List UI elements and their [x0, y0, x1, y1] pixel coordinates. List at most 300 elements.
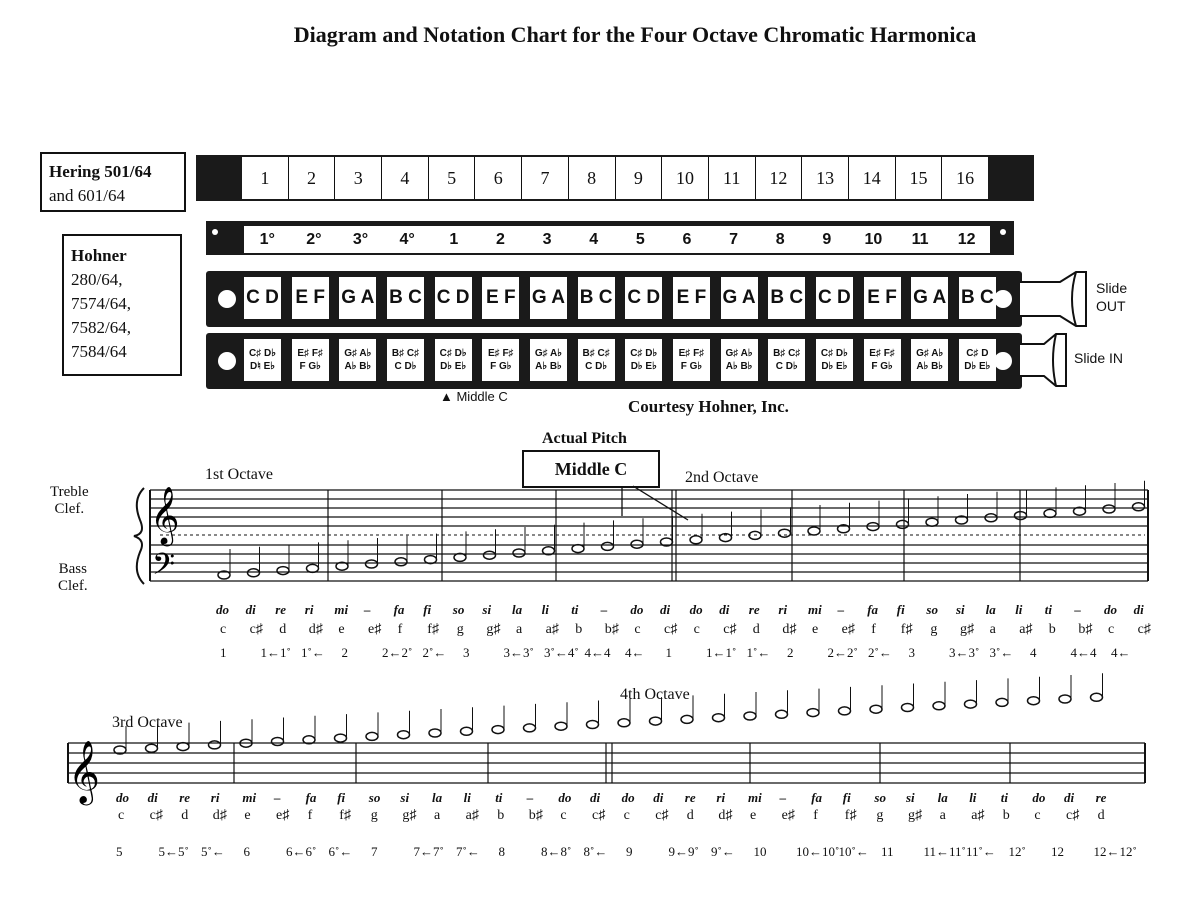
solfege-syllable: fa — [393, 602, 405, 617]
hole-number: 9 — [626, 844, 633, 859]
note-head — [572, 545, 584, 553]
solfege-syllable: li — [969, 790, 977, 805]
note-letter: c — [1108, 622, 1115, 637]
hole-number: 12←12˚ — [1093, 844, 1137, 859]
note-letter: e♯ — [841, 622, 855, 637]
slide-out-note-8: B C — [578, 277, 615, 319]
solfege-syllable: mi — [748, 790, 762, 805]
solfege-syllable: ti — [495, 790, 503, 805]
hole-number: 1 — [665, 645, 672, 660]
hohner-hole-12: 8 — [775, 230, 785, 248]
slide-in-note-line: F G♭ — [680, 361, 703, 372]
note-head — [272, 738, 284, 746]
solfege-syllable: do — [630, 602, 644, 617]
slide-in-note-line: C♯ D — [966, 348, 989, 359]
note-letter: c♯ — [664, 622, 678, 637]
note-head — [146, 744, 158, 752]
hole-number: 8˚← — [583, 844, 608, 859]
note-letter: f — [871, 622, 876, 637]
slide-in-note-line: F G♭ — [490, 361, 512, 372]
solfege-syllable: so — [874, 790, 886, 805]
hole-number: 11 — [881, 844, 894, 859]
note-head — [307, 564, 319, 572]
hole-number: 7˚← — [456, 844, 480, 859]
note-letter: f♯ — [427, 622, 439, 637]
slide-in-note-line: E♯ F♯ — [297, 348, 323, 359]
solfege-syllable: ri — [210, 790, 220, 805]
note-letter: g — [876, 808, 884, 823]
note-letter: c — [693, 622, 700, 637]
note-letter: d — [279, 622, 287, 637]
hole-number: 1˚← — [301, 645, 325, 660]
note-head — [776, 710, 788, 718]
hohner-hole-1: 1° — [259, 230, 275, 248]
hole-number: 2˚← — [868, 645, 892, 660]
slide-in-note-line: G♯ A♭ — [344, 348, 372, 359]
note-letter: c — [1034, 808, 1041, 823]
note-head — [177, 743, 189, 751]
slide-in-note-line: G♯ A♭ — [916, 348, 944, 359]
note-head — [965, 700, 977, 708]
slide-in-note-line: G♯ A♭ — [725, 348, 753, 359]
hole-number: 6←6˚ — [286, 844, 317, 859]
note-head — [690, 536, 702, 544]
note-head — [926, 518, 938, 526]
note-letter: c — [623, 808, 630, 823]
octave-4-label: 4th Octave — [620, 686, 690, 703]
hohner-hole-13: 9 — [822, 230, 832, 248]
hole-number: 10 — [753, 844, 767, 859]
hohner-hole-7: 3 — [542, 230, 552, 248]
hole-number: 2 — [787, 645, 794, 660]
hole-number: 4← — [1111, 645, 1131, 660]
slide-out-note-13: C D — [816, 277, 853, 319]
slide-in-note-line: C D♭ — [585, 361, 608, 372]
hole-number: 3 — [463, 645, 470, 660]
slide-out-note-1: C D — [244, 277, 281, 319]
note-letter: g — [930, 622, 938, 637]
slide-out-note-14: E F — [864, 277, 901, 319]
hole-number: 12˚ — [1008, 844, 1026, 859]
hohner-model-2: 7574/64, — [71, 294, 131, 313]
note-head — [744, 712, 756, 720]
middle-c-marker: ▲ Middle C — [440, 389, 508, 404]
solfege-syllable: la — [512, 602, 523, 617]
slide-in-note-line: A♭ B♭ — [916, 361, 944, 372]
slide-in-note-line: C♯ D♭ — [820, 348, 848, 359]
hole-number: 9←9˚ — [668, 844, 699, 859]
note-letter: d — [686, 808, 694, 823]
note-head — [366, 732, 378, 740]
note-head — [461, 727, 473, 735]
solfege-syllable: mi — [808, 602, 822, 617]
note-letter: a — [939, 808, 946, 823]
hohner-hole-9: 5 — [635, 230, 645, 248]
bass-label-1: Bass — [58, 561, 87, 577]
hohner-name: Hohner — [71, 246, 127, 265]
solfege-syllable: li — [463, 790, 471, 805]
hole-number: 3←3˚ — [503, 645, 534, 660]
solfege-syllable: re — [684, 790, 696, 805]
note-letter: a♯ — [545, 622, 559, 637]
slide-out-note-16: B C — [959, 277, 996, 319]
note-letter: b♯ — [528, 808, 543, 823]
grand-staff-brace — [134, 488, 144, 584]
hole-number: 1←1˚ — [260, 645, 291, 660]
solfege-syllable: – — [364, 602, 371, 617]
note-letter: b♯ — [604, 622, 619, 637]
hole-number: 6˚← — [328, 844, 353, 859]
slide-out-note-3: G A — [339, 277, 376, 319]
hohner-hole-3: 3° — [352, 230, 369, 248]
note-head — [902, 704, 914, 712]
note-letter: b — [1048, 622, 1056, 637]
note-head — [248, 569, 260, 577]
treble-clef-icon: 𝄞 — [150, 486, 180, 544]
note-head — [335, 734, 347, 742]
note-letter: c — [560, 808, 567, 823]
hole-number: 1 — [220, 645, 227, 660]
solfege-syllable: ri — [716, 790, 726, 805]
note-letter: d — [752, 622, 760, 637]
note-letter: f♯ — [339, 808, 351, 823]
solfege-syllable: si — [400, 790, 410, 805]
note-head — [395, 558, 407, 566]
note-head — [650, 717, 662, 725]
note-head — [429, 729, 441, 737]
slide-in-note-line: B♯ C♯ — [582, 348, 610, 359]
note-head — [985, 514, 997, 522]
hole-number: 5 — [116, 844, 123, 859]
hohner-hole-10: 6 — [682, 230, 692, 248]
hole-number: 8 — [498, 844, 505, 859]
hering-hole-15: 15 — [896, 157, 943, 199]
note-head — [1091, 693, 1103, 701]
note-letter: c♯ — [592, 808, 606, 823]
note-head — [209, 741, 221, 749]
solfege-syllable: di — [660, 602, 671, 617]
note-head — [366, 560, 378, 568]
slide-in-note-line: C♯ D♭ — [630, 348, 658, 359]
hole-number: 7 — [371, 844, 378, 859]
solfege-syllable: fi — [337, 790, 346, 805]
note-letter: f♯ — [844, 808, 857, 823]
note-head — [484, 551, 496, 559]
note-head — [425, 556, 437, 564]
note-head — [524, 724, 536, 732]
hole-number: 5←5˚ — [158, 844, 189, 859]
slide-in-note-line: A♭ B♭ — [344, 361, 372, 372]
note-head — [996, 698, 1008, 706]
slide-in-note-line: C D♭ — [394, 361, 417, 372]
note-letter: a — [989, 622, 996, 637]
slide-out-note-6: E F — [482, 277, 519, 319]
note-head — [1133, 503, 1145, 511]
solfege-syllable: si — [906, 790, 915, 805]
solfege-syllable: mi — [334, 602, 349, 617]
slide-out-note-4: B C — [387, 277, 424, 319]
note-letter: g♯ — [908, 808, 922, 823]
solfege-syllable: si — [482, 602, 492, 617]
note-letter: e♯ — [781, 808, 795, 823]
hole-number: 5˚← — [201, 844, 225, 859]
hering-hole-9: 9 — [616, 157, 663, 199]
hohner-hole-2: 2° — [306, 230, 322, 248]
slide-in-note-line: C D♭ — [775, 361, 798, 372]
note-letter: c♯ — [723, 622, 737, 637]
solfege-syllable: – — [274, 790, 281, 805]
solfege-syllable: do — [558, 790, 572, 805]
note-head — [398, 731, 410, 739]
hohner-hole-5: 1 — [449, 230, 459, 248]
slide-in-note-line: A♭ B♭ — [725, 361, 753, 372]
hohner-hole-11: 7 — [729, 230, 739, 248]
note-letter: f — [397, 622, 403, 637]
note-head — [555, 722, 567, 730]
note-letter: a♯ — [1019, 622, 1033, 637]
note-head — [933, 702, 945, 710]
note-head — [277, 567, 289, 575]
note-letter: a♯ — [465, 808, 479, 823]
note-letter: d♯ — [308, 622, 323, 637]
solfege-syllable: la — [985, 602, 996, 617]
solfege-syllable: so — [926, 602, 938, 617]
middle-c-callout: Middle C — [522, 450, 660, 488]
hole-number: 2 — [341, 645, 348, 660]
hohner-hole-15: 11 — [911, 230, 929, 248]
note-head — [808, 527, 820, 535]
octave-2-label: 2nd Octave — [685, 469, 759, 486]
note-letter: c♯ — [249, 622, 263, 637]
note-head — [602, 542, 614, 550]
note-letter: d♯ — [782, 622, 797, 637]
solfege-syllable: fa — [867, 602, 879, 617]
note-letter: a — [516, 622, 523, 637]
solfege-syllable: re — [179, 790, 191, 805]
hole-number: 4←4 — [1070, 645, 1097, 660]
slide-in-note-line: B♯ C♯ — [773, 348, 801, 359]
slide-in-note-line: C♯ D♭ — [249, 348, 276, 359]
slide-out-note-10: E F — [673, 277, 710, 319]
note-head — [1028, 697, 1040, 705]
courtesy-credit: Courtesy Hohner, Inc. — [628, 397, 789, 416]
note-letter: g♯ — [402, 808, 417, 823]
slide-in-note-line: E♯ F♯ — [678, 348, 705, 359]
hole-number: 3 — [908, 645, 915, 660]
note-head — [1059, 695, 1071, 703]
slide-out-note-9: C D — [625, 277, 662, 319]
solfege-syllable: di — [653, 790, 664, 805]
note-head — [513, 549, 525, 557]
hering-hole-8: 8 — [569, 157, 616, 199]
solfege-syllable: – — [1074, 602, 1081, 617]
note-head — [492, 726, 504, 734]
note-letter: b — [1002, 808, 1010, 823]
note-head — [713, 714, 725, 722]
solfege-syllable: fi — [423, 602, 432, 617]
hole-number: 7←7˚ — [413, 844, 444, 859]
slide-in-note-line: B♯ C♯ — [391, 348, 420, 359]
solfege-syllable: ti — [571, 602, 579, 617]
solfege-syllable: fi — [842, 790, 851, 805]
slide-out-note-11: G A — [721, 277, 758, 319]
note-letter: d — [181, 808, 189, 823]
slide-in-note-line: D♭ E♭ — [821, 361, 848, 372]
note-letter: d♯ — [718, 808, 733, 823]
solfege-syllable: do — [689, 602, 703, 617]
note-head — [897, 520, 909, 528]
note-letter: b♯ — [1078, 622, 1093, 637]
note-head — [807, 709, 819, 717]
hole-number: 2←2˚ — [382, 645, 413, 660]
hering-hole-7: 7 — [522, 157, 569, 199]
solfege-syllable: di — [1133, 602, 1144, 617]
hering-hole-1: 1 — [242, 157, 289, 199]
note-letter: d♯ — [212, 808, 227, 823]
note-head — [587, 721, 599, 729]
note-head — [454, 553, 466, 561]
solfege-syllable: la — [432, 790, 443, 805]
note-head — [618, 719, 630, 727]
hole-number: 8←8˚ — [541, 844, 572, 859]
note-letter: f♯ — [900, 622, 913, 637]
slide-out-note-5: C D — [435, 277, 472, 319]
hohner-hole-6: 2 — [495, 230, 505, 248]
note-head — [779, 529, 791, 537]
hering-hole-2: 2 — [289, 157, 336, 199]
solfege-syllable: – — [600, 602, 608, 617]
slide-in-note-line: D♭ E♭ — [964, 361, 991, 372]
solfege-syllable: ri — [778, 602, 788, 617]
slide-in-note-line: E♯ F♯ — [869, 348, 895, 359]
note-letter: c♯ — [1066, 808, 1080, 823]
hole-number: 3˚←4˚ — [544, 645, 579, 660]
hohner-hole-4: 4° — [399, 230, 415, 248]
hole-number: 9˚← — [711, 844, 735, 859]
hering-line1: Hering 501/64 — [49, 162, 152, 181]
treble-label-2: Clef. — [54, 501, 85, 517]
solfege-syllable: fi — [896, 602, 905, 617]
hohner-model-4: 7584/64 — [71, 342, 127, 361]
hohner-hole-16: 12 — [957, 230, 976, 248]
hering-hole-10: 10 — [662, 157, 709, 199]
solfege-syllable: fa — [305, 790, 317, 805]
slide-in-note-line: F G♭ — [871, 361, 893, 372]
note-letter: e — [750, 808, 757, 823]
solfege-syllable: di — [1064, 790, 1075, 805]
slide-in-note-line: D♭ E♭ — [630, 361, 657, 372]
hering-hole-13: 13 — [802, 157, 849, 199]
slide-out-note-15: G A — [911, 277, 948, 319]
note-letter: g — [456, 622, 464, 637]
solfege-syllable: do — [1032, 790, 1046, 805]
hering-hole-4: 4 — [382, 157, 429, 199]
hole-number: 12 — [1051, 844, 1064, 859]
slide-out-label-2: OUT — [1096, 298, 1126, 314]
solfege-syllable: – — [526, 790, 534, 805]
note-letter: g♯ — [486, 622, 501, 637]
slide-out-note-12: B C — [768, 277, 805, 319]
middle-c-arrow — [633, 486, 688, 520]
hole-number: 1←1˚ — [706, 645, 737, 660]
note-letter: a♯ — [971, 808, 985, 823]
note-letter: b — [497, 808, 505, 823]
octave-1-label: 1st Octave — [205, 466, 273, 483]
note-letter: g♯ — [960, 622, 974, 637]
hole-number: 1˚← — [746, 645, 771, 660]
slide-in-note-line: A♭ B♭ — [535, 361, 562, 372]
hering-hole-6: 6 — [475, 157, 522, 199]
solfege-syllable: re — [748, 602, 760, 617]
hole-number: 10←10˚ — [796, 844, 840, 859]
note-letter: a — [434, 808, 441, 823]
hering-hole-5: 5 — [429, 157, 476, 199]
slide-in-note-line: G♯ A♭ — [534, 348, 562, 359]
note-letter: c — [118, 808, 125, 823]
note-letter: f — [307, 808, 313, 823]
octave-3-label: 3rd Octave — [112, 714, 183, 731]
solfege-syllable: mi — [242, 790, 257, 805]
solfege-syllable: so — [368, 790, 381, 805]
hole-number: 4← — [625, 645, 645, 660]
slide-out-label-1: Slide — [1096, 280, 1128, 296]
hole-number: 3˚← — [989, 645, 1014, 660]
slide-in-note-line: F G♭ — [299, 361, 321, 372]
note-letter: e♯ — [276, 808, 290, 823]
note-letter: g — [370, 808, 378, 823]
bass-clef-icon: 𝄢 — [152, 548, 176, 589]
slide-in-note-line: D♭ E♭ — [440, 361, 467, 372]
slide-out-note-2: E F — [292, 277, 329, 319]
solfege-syllable: ri — [304, 602, 314, 617]
solfege-syllable: re — [275, 602, 287, 617]
note-letter: c — [634, 622, 641, 637]
treble-label-1: Treble — [50, 484, 89, 500]
hohner-hole-8: 4 — [589, 230, 599, 248]
solfege-syllable: do — [216, 602, 229, 617]
hohner-hole-14: 10 — [864, 230, 883, 248]
solfege-syllable: fa — [811, 790, 823, 805]
solfege-syllable: si — [956, 602, 965, 617]
hole-number: 6 — [243, 844, 250, 859]
solfege-syllable: – — [779, 790, 787, 805]
solfege-syllable: do — [1104, 602, 1117, 617]
hole-number: 10˚← — [838, 844, 869, 859]
slide-in-note-line: E♯ F♯ — [488, 348, 514, 359]
hole-number: 2˚← — [422, 645, 447, 660]
solfege-syllable: li — [541, 602, 549, 617]
hole-number: 3←3˚ — [949, 645, 980, 660]
note-letter: e — [338, 622, 345, 637]
hole-number: 2←2˚ — [827, 645, 858, 660]
note-letter: e♯ — [368, 622, 382, 637]
hole-number: 11←11˚ — [923, 844, 966, 859]
note-head — [681, 715, 693, 723]
note-letter: d — [1097, 808, 1105, 823]
solfege-syllable: re — [1095, 790, 1107, 805]
actual-pitch-label: Actual Pitch — [542, 430, 627, 447]
page-title: Diagram and Notation Chart for the Four Octave Chromatic Harmonica — [293, 22, 977, 47]
solfege-syllable: la — [937, 790, 948, 805]
hering-hole-16: 16 — [942, 157, 988, 199]
treble-clef-icon: 𝄞 — [68, 740, 100, 803]
note-head — [1103, 505, 1115, 513]
solfege-syllable: di — [719, 602, 730, 617]
note-letter: e — [244, 808, 251, 823]
solfege-syllable: so — [452, 602, 465, 617]
solfege-syllable: do — [621, 790, 635, 805]
hole-number: 11˚← — [966, 844, 996, 859]
